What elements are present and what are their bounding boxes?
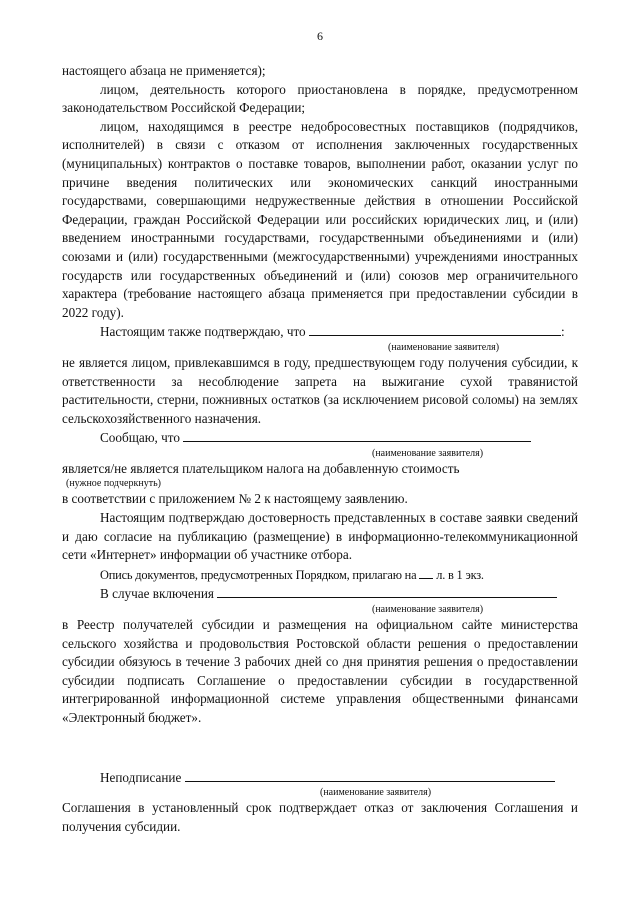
paragraph-1: настоящего абзаца не применяется);	[62, 63, 266, 78]
sheet-count-blank[interactable]	[419, 565, 433, 579]
caption-underline-needed: (нужное подчеркнуть)	[66, 478, 161, 490]
paragraph-13-prefix: Неподписание	[100, 769, 182, 785]
paragraph-3: лицом, находящимся в реестре недобросовестных поставщиков (подрядчиков, исполнителей) в связи с отказом от исполнения заключенных государственных (муниципальных) контрактов о поставке товаров, выполнении работ, оказании услуг по причине введения политических или экономических санкций иностранными государствами, совершающими недружественные действия в отношении Российской Федерации, граждан Российской Федерации или российских юридических лиц, и (или) введением иностранными государствами, государственными объединениями и (или) союзами и (или) государственными (межгосударственными) учреждениями иностранных государств или государственных объединений и (или) союзов мер ограничительного характера (требование настоящего абзаца применяется при предоставлении субсидии в 2022 году).	[62, 118, 578, 320]
applicant-name-blank-1[interactable]	[309, 322, 561, 336]
spacer	[62, 728, 578, 768]
paragraph-6-prefix: Сообщаю, что	[100, 430, 180, 446]
caption-applicant-name-2: (наименование заявителя)	[372, 447, 484, 459]
paragraph-11	[62, 584, 578, 604]
paragraph-14: Соглашения в установленный срок подтверждает отказ от заключения Соглашения и получения субсидии.	[62, 800, 578, 834]
paragraph-4-suffix: :	[560, 324, 565, 340]
applicant-name-blank-2[interactable]	[183, 428, 531, 442]
paragraph-10	[62, 565, 578, 585]
document-body	[62, 62, 578, 836]
paragraph-9: Настоящим подтверждаю достоверность представленных в составе заявки сведений и даю согласие на публикацию (размещение) в информационно-телекоммуникационной сети «Интернет» информации об участнике отбора.	[62, 510, 578, 563]
applicant-name-blank-3[interactable]	[217, 584, 557, 598]
paragraph-4-prefix: Настоящим также подтверждаю, что	[100, 324, 306, 340]
paragraph-5: не является лицом, привлекавшимся в году, предшествующем году получения субсидии, к ответственности за несоблюдение запрета на выжигание сухой травянистой растительности, стерни, пожнивных остатков (за исключением рисовой соломы) на землях сельскохозяйственного назначения.	[62, 354, 578, 426]
paragraph-12: в Реестр получателей субсидии и размещения на официальном сайте министерства сельского хозяйства и продовольствия Ростовской области решения о предоставлении субсидии обязуюсь в течение 3 рабочих дней со дня принятия решения о предоставлении субсидии подписать Соглашение о предоставлении субсидии в государственной интегрированной информационной системе управления общественными финансами «Электронный бюджет».	[62, 617, 578, 725]
caption-applicant-name-1: (наименование заявителя)	[388, 341, 500, 353]
caption-applicant-name-3: (наименование заявителя)	[372, 604, 484, 616]
paragraph-11-prefix: В случае включения	[100, 586, 214, 602]
page-number: 6	[317, 29, 323, 43]
paragraph-8: в соответствии с приложением № 2 к настоящему заявлению.	[62, 491, 408, 507]
paragraph-13	[62, 768, 578, 788]
paragraph-6	[62, 428, 578, 448]
paragraph-4	[62, 322, 578, 342]
applicant-name-blank-4[interactable]	[185, 768, 555, 782]
caption-applicant-name-4: (наименование заявителя)	[320, 787, 432, 799]
paragraph-2: лицом, деятельность которого приостановлена в порядке, предусмотренном законодательством Российской Федерации;	[62, 81, 578, 116]
paragraph-7: является/не является плательщиком налога на добавленную стоимость	[62, 460, 460, 476]
paragraph-10-suffix: л. в 1 экз.	[436, 567, 484, 582]
paragraph-10-prefix: Опись документов, предусмотренных Порядком, прилагаю на	[100, 567, 417, 582]
